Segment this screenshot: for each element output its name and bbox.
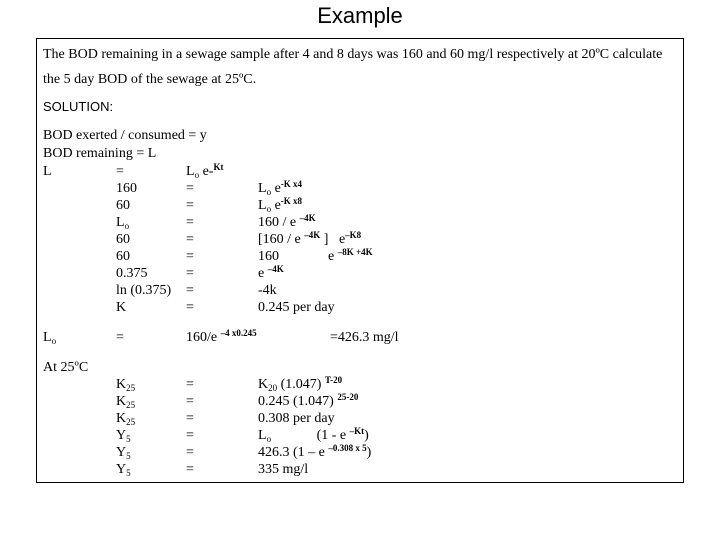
step-0-col-b [116,164,124,180]
step-12-col-d [258,394,358,410]
expr-text: = [186,181,194,196]
expr-text: 60 [116,198,130,213]
expr-text: L [43,164,52,179]
step-9-col-e [330,330,399,346]
expr-text: = [186,283,194,298]
expr-text: K [116,411,127,426]
step-9-col-a [43,330,56,346]
expr-text: = [186,411,194,426]
step-3-col-b [116,215,129,231]
definition-l: BOD remaining = L [43,146,157,161]
superscript: –4K [299,213,316,223]
expr-text: e [258,266,268,281]
expr-text: e [271,198,281,213]
step-7-col-b [116,283,171,299]
superscript: –K8 [345,230,362,240]
expr-text: = [186,462,194,477]
expr-text: -4k [258,283,277,298]
step-15-col-d [258,445,371,461]
expr-text: K [116,300,127,315]
step-4-col-d [258,232,361,248]
expr-text: 0.245 per day [258,300,335,315]
expr-text: K [116,377,127,392]
superscript: T-20 [324,375,343,385]
step-2-col-b [116,198,130,214]
step-0-col-a [43,164,52,180]
expr-text: Y [116,428,127,443]
problem-line-2: the 5 day BOD of the sewage at 25ºC. [43,72,257,87]
subscript: o [124,221,130,231]
step-1-col-c [186,181,194,197]
step-8-col-d [258,300,335,316]
expr-text: 0.308 per day [258,411,335,426]
step-2-col-c [186,198,194,214]
superscript: 25-20 [337,392,359,402]
expr-text: = [186,394,194,409]
step-15-col-b [116,445,131,461]
step-6-col-b [116,266,148,282]
superscript: –4K [267,264,284,274]
step-14-col-b [116,428,131,444]
step-3-col-d [258,215,316,231]
superscript: –Kt [349,426,365,436]
step-7-col-d [258,283,277,299]
step-5-col-b [116,249,130,265]
step-16-col-d [258,462,308,478]
expr-text: K [116,394,127,409]
subscript: o [51,336,57,346]
subscript: 5 [126,434,131,444]
step-12-col-b [116,394,135,410]
superscript: -K x4 [280,179,303,189]
expr-text: e [271,181,281,196]
step-7-col-c [186,283,194,299]
step-8-col-c [186,300,194,316]
expr-text: L [258,181,267,196]
subscript: 5 [126,451,131,461]
step-1-col-b [116,181,137,197]
expr-text: 160/e [186,330,221,345]
expr-text: 335 mg/l [258,462,309,477]
subscript: o [194,170,200,180]
expr-text: 0.245 (1.047) [258,394,338,409]
expr-text: 60 [116,232,130,247]
expr-text: Y [116,462,127,477]
expr-text: L [258,428,267,443]
subscript: o [266,187,272,197]
superscript: -K x8 [280,196,303,206]
expr-text: = [186,232,194,247]
expr-text: L [43,330,52,345]
step-12-col-c [186,394,194,410]
step-14-col-d [258,428,369,444]
step-6-col-d [258,266,284,282]
step-13-col-c [186,411,194,427]
step-6-col-c [186,266,194,282]
expr-text: K [258,377,269,392]
step-16-col-c [186,462,194,478]
expr-text: L [258,198,267,213]
step-3-col-c [186,215,194,231]
step-11-col-d [258,377,342,393]
step-4-col-b [116,232,130,248]
expr-text: = [186,428,194,443]
definition-y: BOD exerted / consumed = y [43,128,207,143]
subscript: 20 [268,383,278,393]
subscript: 25 [126,417,136,427]
subscript: o [266,204,272,214]
expr-text: = [116,164,124,179]
expr-text: ln (0.375) [116,283,172,298]
superscript: –0.308 x 5 [328,443,367,453]
problem-line-1: The BOD remaining in a sewage sample after 4 and 8 days was 160 and 60 mg/l respectively at 20ºC calculate [43,47,663,62]
expr-text: (1.047) [277,377,325,392]
step-13-col-b [116,411,135,427]
expr-text: 160 [116,181,137,196]
expr-text: = [186,300,194,315]
step-15-col-c [186,445,194,461]
step-9-col-c [186,330,257,346]
subscript: o [266,434,272,444]
expr-text: Y [116,445,127,460]
superscript: Kt [213,162,224,172]
expr-text: 160 e [258,249,338,264]
subscript: 25 [126,383,136,393]
expr-text: = [116,330,124,345]
step-11-col-b [116,377,135,393]
subscript: 25 [126,400,136,410]
step-5-col-d [258,249,373,265]
step-16-col-b [116,462,131,478]
solution-label: SOLUTION: [43,99,114,114]
step-10-col-a [43,360,88,376]
expr-text: (1 - e [271,428,350,443]
superscript: –4 x0.245 [220,328,257,338]
expr-text: = [186,249,194,264]
expr-text: ] e [320,232,346,247]
step-13-col-d [258,411,335,427]
step-0-col-d [186,164,223,180]
superscript: –8K +4K [337,247,373,257]
subscript: 5 [126,468,131,478]
expr-text: 426.3 (1 – e [258,445,329,460]
expr-text: = [186,266,194,281]
expr-text: ) [366,445,372,460]
step-1-col-d [258,181,302,197]
step-14-col-c [186,428,194,444]
expr-text: [160 / e [258,232,305,247]
expr-text: L [116,215,125,230]
expr-text: = [186,445,194,460]
step-4-col-c [186,232,194,248]
expr-text: 60 [116,249,130,264]
step-2-col-d [258,198,302,214]
superscript: –4K [304,230,321,240]
expr-text: At 25ºC [43,360,89,375]
expr-text: =426.3 mg/l [330,330,399,345]
expr-text: e- [199,164,214,179]
step-9-col-b [116,330,124,346]
expr-text: 160 / e [258,215,300,230]
expr-text: L [186,164,195,179]
expr-text: = [186,215,194,230]
step-11-col-c [186,377,194,393]
expr-text: = [186,198,194,213]
slide-title: Example [317,3,403,28]
expr-text: = [186,377,194,392]
step-8-col-b [116,300,126,316]
expr-text: ) [364,428,369,443]
expr-text: 0.375 [116,266,148,281]
step-5-col-c [186,249,194,265]
